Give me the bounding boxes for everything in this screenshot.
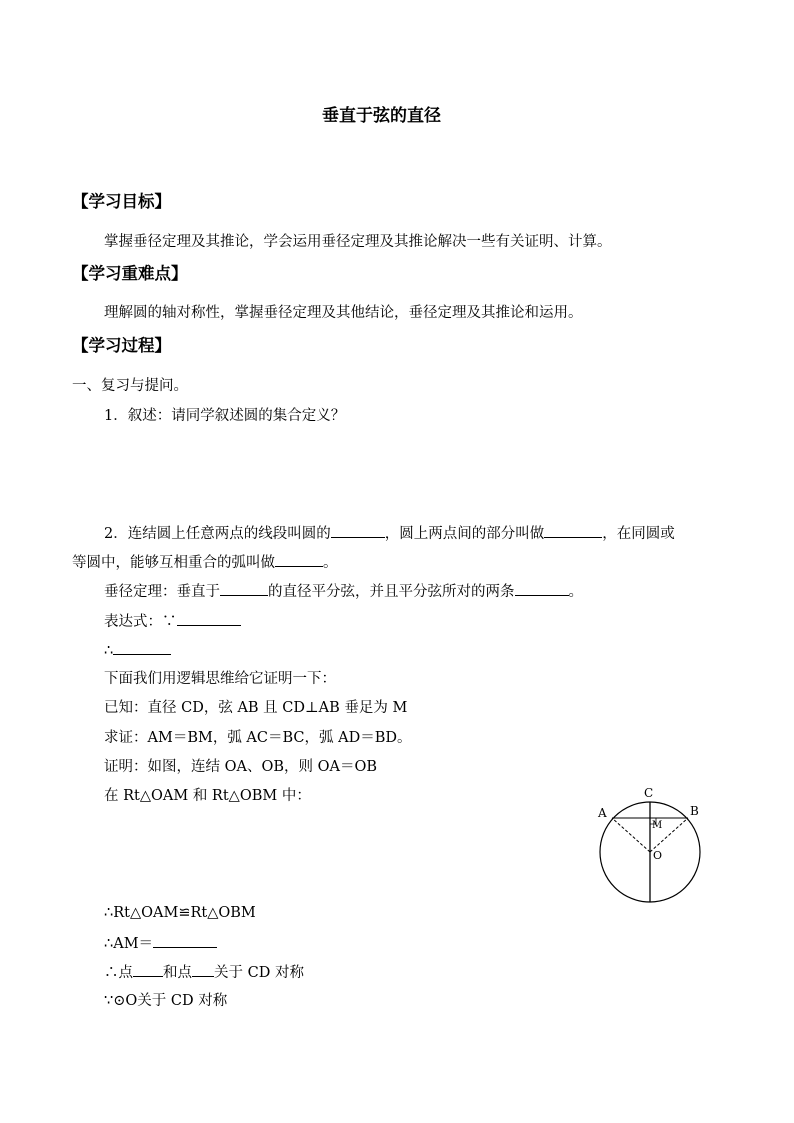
theorem-line bbox=[104, 581, 583, 602]
point-text-b: 和点 bbox=[163, 965, 192, 981]
question-two-line-one bbox=[104, 523, 675, 544]
point-text-a: ∴点 bbox=[104, 965, 133, 981]
answer-blank[interactable] bbox=[133, 962, 163, 977]
expression-because-line bbox=[104, 611, 241, 632]
circle-symmetry-statement: ∵⊙O关于 CD 对称 bbox=[104, 993, 228, 1009]
label-b: B bbox=[690, 804, 699, 818]
label-o: O bbox=[653, 849, 663, 862]
process-heading: 【学习过程】 bbox=[72, 336, 171, 355]
label-c: C bbox=[644, 786, 654, 800]
answer-blank[interactable] bbox=[177, 611, 241, 626]
part-one-heading: 一、复习与提问。 bbox=[72, 378, 188, 394]
answer-blank[interactable] bbox=[113, 640, 171, 655]
answer-blank[interactable] bbox=[220, 581, 268, 596]
triangles-statement: 在 Rt△OAM 和 Rt△OBM 中： bbox=[104, 788, 311, 804]
question-two-text-e: 。 bbox=[323, 555, 338, 571]
congruent-statement: ∴Rt△OAM≌Rt△OBM bbox=[104, 905, 256, 921]
page-title: 垂直于弦的直径 bbox=[322, 106, 441, 126]
question-two-text-c: ，在同圆或 bbox=[602, 526, 675, 542]
key-points-text: 理解圆的轴对称性，掌握垂径定理及其他结论，垂径定理及其推论和运用。 bbox=[104, 305, 583, 321]
proof-intro: 下面我们用逻辑思维给它证明一下： bbox=[104, 671, 336, 687]
label-m: M bbox=[652, 820, 663, 831]
theorem-text-a: 垂径定理：垂直于 bbox=[104, 584, 220, 600]
expression-therefore-line bbox=[104, 640, 171, 661]
proof-statement: 证明：如图，连结 OA、OB，则 OA＝OB bbox=[104, 759, 378, 775]
theorem-text-c: 。 bbox=[568, 584, 583, 600]
question-two-text-b: ，圆上两点间的部分叫做 bbox=[384, 526, 545, 542]
goals-text: 掌握垂径定理及其推论，学会运用垂径定理及其推论解决一些有关证明、计算。 bbox=[104, 234, 612, 250]
am-equal-line bbox=[104, 933, 217, 954]
answer-blank[interactable] bbox=[515, 581, 569, 596]
label-a: A bbox=[598, 806, 607, 820]
question-one: 1．叙述：请同学叙述圆的集合定义？ bbox=[104, 408, 346, 424]
goals-heading: 【学习目标】 bbox=[72, 192, 171, 211]
question-two-text-a: 2．连结圆上任意两点的线段叫圆的 bbox=[104, 526, 331, 542]
expression-therefore-text: ∴ bbox=[104, 643, 114, 659]
question-two-text-d: 等圆中，能够互相重合的弧叫做 bbox=[72, 555, 275, 571]
circle-figure bbox=[594, 784, 704, 904]
prove-statement: 求证：AM＝BM，弧 AC＝BC，弧 AD＝BD。 bbox=[104, 730, 412, 746]
key-points-heading: 【学习重难点】 bbox=[72, 264, 188, 283]
theorem-text-b: 的直径平分弦，并且平分弦所对的两条 bbox=[268, 584, 515, 600]
expression-because-text: 表达式：∵ bbox=[104, 614, 177, 630]
radius-oa bbox=[612, 818, 650, 852]
answer-blank[interactable] bbox=[153, 933, 217, 948]
am-equal-text: ∴AM＝ bbox=[104, 936, 154, 952]
answer-blank[interactable] bbox=[331, 523, 385, 538]
answer-blank[interactable] bbox=[275, 552, 323, 567]
point-symmetry-line bbox=[104, 962, 304, 983]
given-statement: 已知：直径 CD，弦 AB 且 CD⊥AB 垂足为 M bbox=[104, 700, 408, 716]
answer-blank[interactable] bbox=[544, 523, 602, 538]
question-two-line-two bbox=[72, 552, 338, 573]
answer-blank[interactable] bbox=[192, 962, 214, 977]
point-text-c: 关于 CD 对称 bbox=[214, 965, 304, 981]
